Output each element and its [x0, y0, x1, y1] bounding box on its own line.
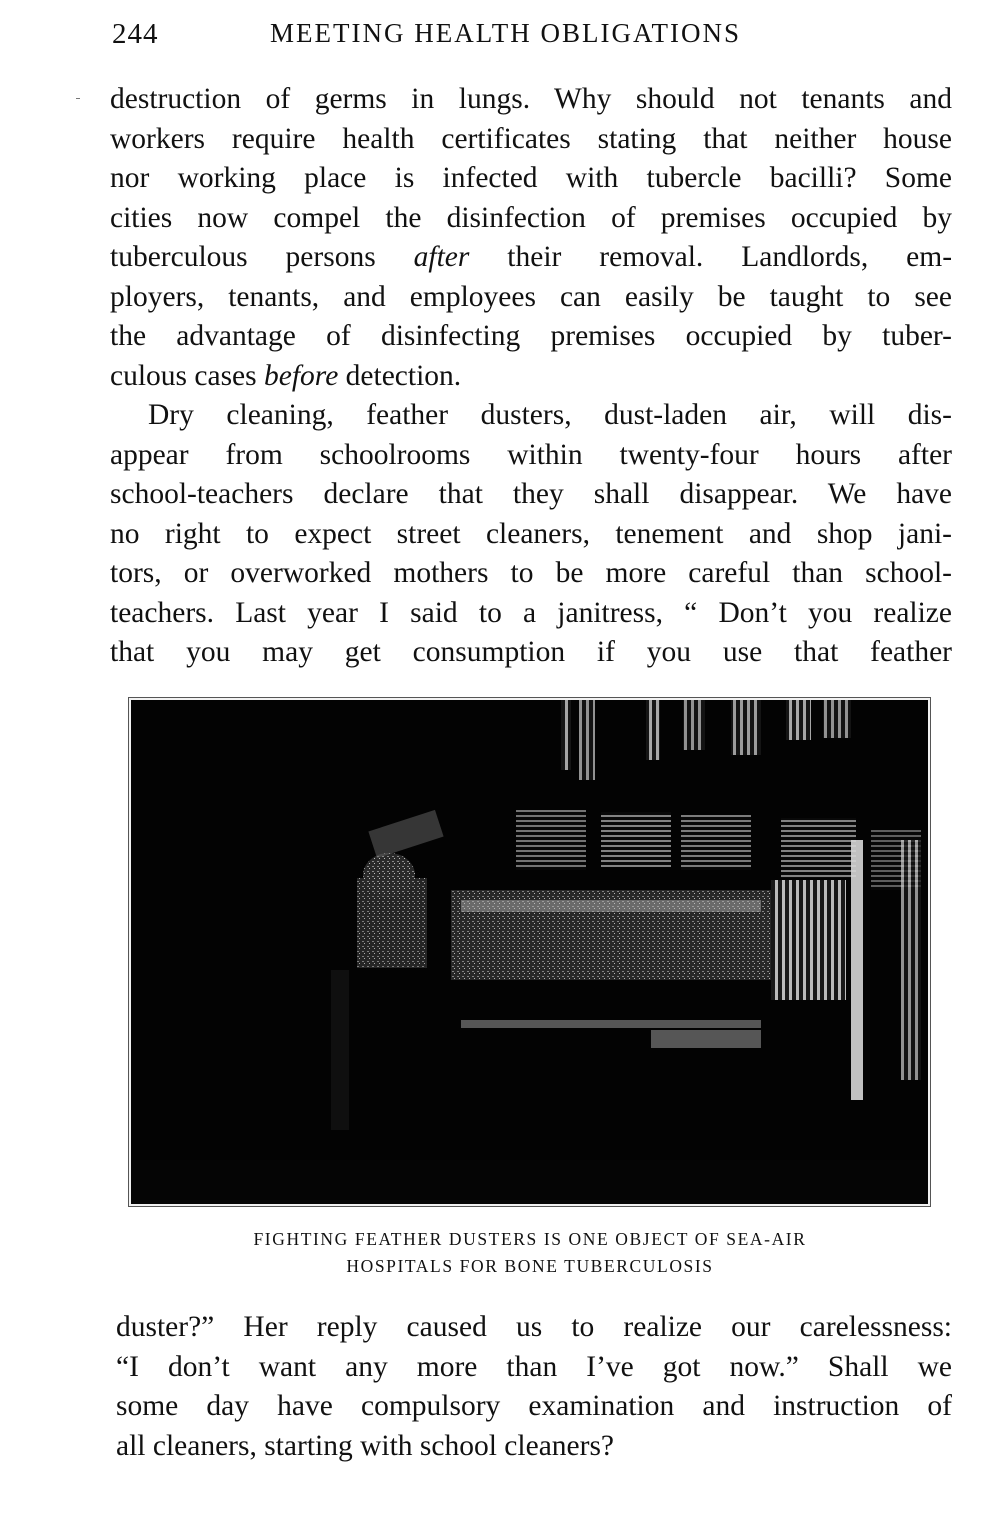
photo-illustration — [131, 700, 928, 1204]
text-line: Dry cleaning, feather dusters, dust-laden air, will dis- — [148, 399, 952, 431]
text-line: “I don’t want any more than I’ve got now.” Shall we — [116, 1350, 952, 1383]
text-line: no right to expect street cleaners, tenement and shop jani- — [110, 517, 952, 550]
text-line — [110, 357, 952, 397]
text-line: duster?” Her reply caused us to realize our carelessness: — [116, 1311, 952, 1343]
text-run: detection. — [345, 359, 462, 392]
emphasis-after: after — [413, 241, 470, 273]
text-run: their removal. Landlords, em- — [507, 241, 953, 273]
figure-caption — [130, 1226, 930, 1280]
text-line: workers require health certificates stating that neither house — [110, 122, 952, 155]
caption-line: FIGHTING FEATHER DUSTERS IS ONE OBJECT OF SEA-AIR — [253, 1229, 807, 1249]
paragraph-1 — [110, 80, 952, 396]
text-line — [110, 238, 952, 278]
page-header — [112, 12, 812, 56]
text-line: ployers, tenants, and employees can easily be taught to see — [110, 280, 952, 313]
running-title: MEETING HEALTH OBLIGATIONS — [270, 18, 741, 48]
text-line: that you may get consumption if you use that feather — [110, 636, 952, 668]
text-line: cities now compel the disinfection of premises occupied by — [110, 201, 952, 234]
text-line: tors, or overworked mothers to be more careful than school- — [110, 557, 952, 589]
text-line: school-teachers declare that they shall disappear. We have — [110, 478, 952, 510]
text-line: appear from schoolrooms within twenty-four hours after — [110, 438, 952, 471]
text-line: nor working place is infected with tubercle bacilli? Some — [110, 162, 952, 194]
text-run: culous cases — [110, 359, 257, 392]
emphasis-before: before — [264, 359, 339, 392]
text-run: tuberculous persons — [110, 241, 376, 273]
text-line: some day have compulsory examination and instruction of — [116, 1390, 952, 1422]
margin-mark — [76, 98, 80, 99]
text-line: teachers. Last year I said to a janitress, “ Don’t you realize — [110, 596, 952, 629]
page-number: 244 — [112, 18, 159, 50]
paragraph-2 — [110, 396, 952, 673]
text-line: destruction of germs in lungs. Why should not tenants and — [110, 83, 952, 115]
caption-line: HOSPITALS FOR BONE TUBERCULOSIS — [346, 1256, 714, 1276]
hospital-ward-photo — [128, 697, 931, 1207]
text-line: the advantage of disinfecting premises occupied by tuber- — [110, 320, 952, 352]
paragraph-3 — [116, 1308, 952, 1466]
text-line: all cleaners, starting with school cleaners? — [116, 1429, 615, 1462]
